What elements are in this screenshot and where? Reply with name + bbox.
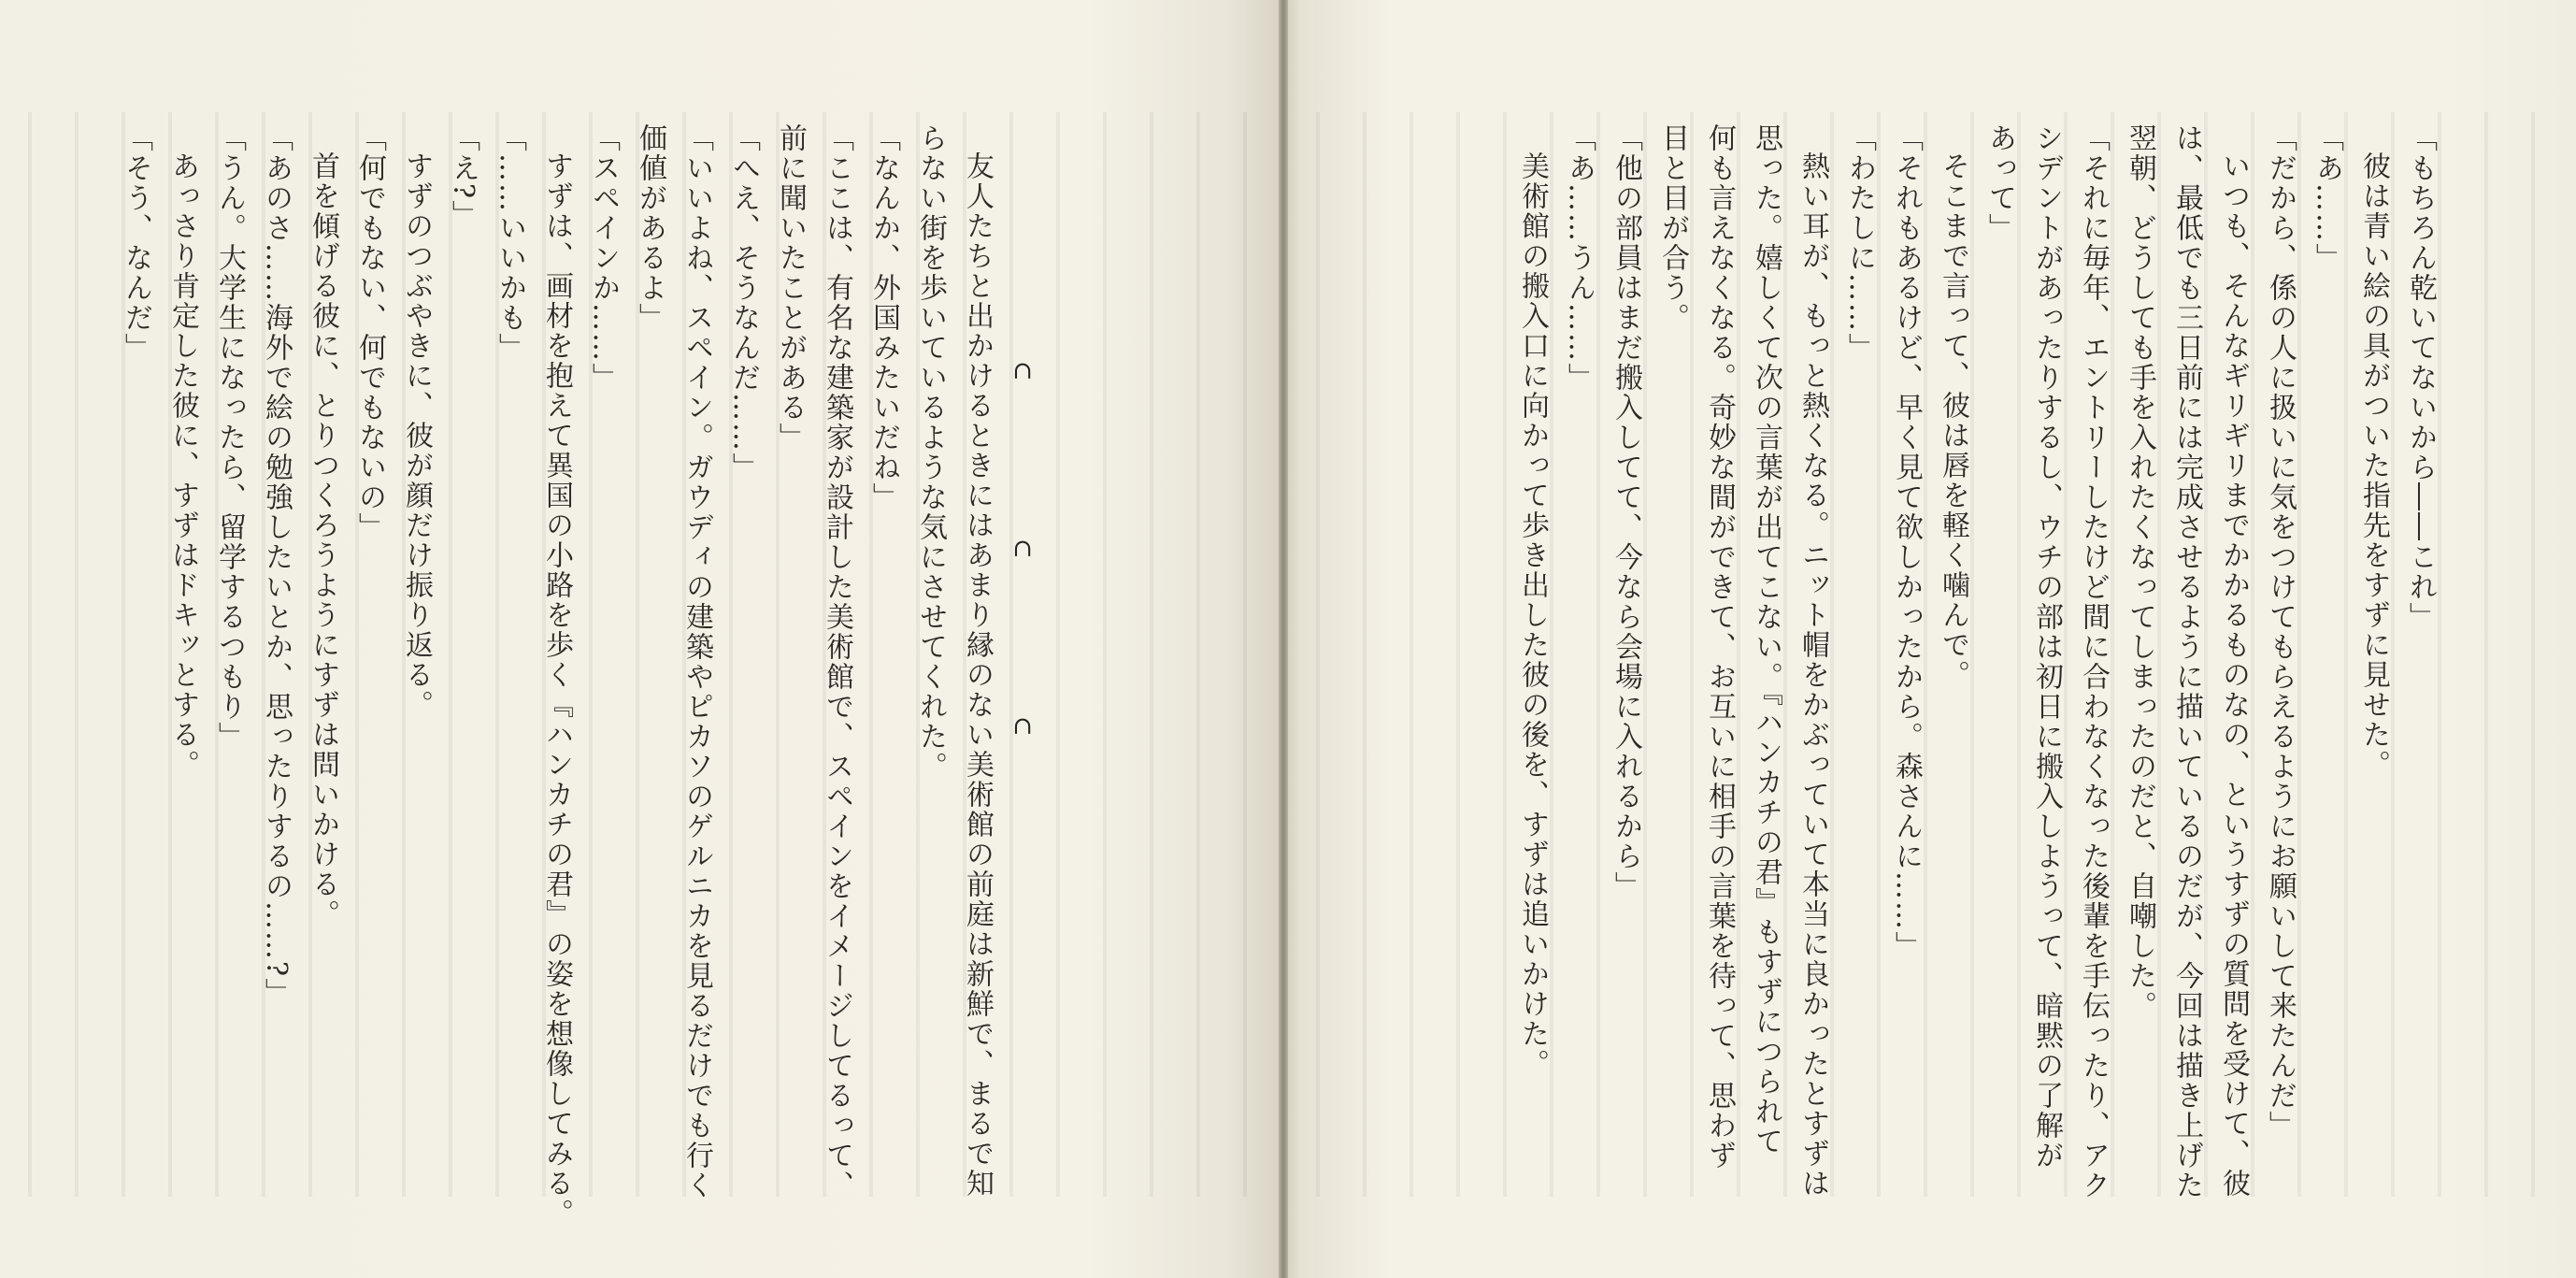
section-separator bbox=[1000, 123, 1047, 1189]
text-line: 「へえ、そうなんだ……」 bbox=[727, 123, 760, 482]
text-line: 友人たちと出かけるときにはあまり縁のない美術館の前庭は新鮮で、まるで知 bbox=[961, 151, 994, 1199]
text-line: 「あ……」 bbox=[2311, 123, 2343, 273]
text-line: あっさり肯定した彼に、すずはドキッとする。 bbox=[166, 151, 199, 780]
text-line: 価値があるよ」 bbox=[634, 123, 666, 333]
separator-ornament-icon: ∩ bbox=[1012, 535, 1035, 563]
text-line: 「あ……うん……」 bbox=[1563, 123, 1596, 393]
text-line: は、最低でも三日前には完成させるように描いているのだが、今回は描き上げた bbox=[2170, 123, 2203, 1200]
text-line: 「他の部員はまだ搬入してて、今なら会場に入れるから」 bbox=[1610, 123, 1642, 901]
text-line: 「だから、係の人に扱いに気をつけてもらえるようにお願いして来たんだ」 bbox=[2264, 123, 2297, 1141]
text-line: 「そう、なんだ」 bbox=[120, 123, 152, 363]
text-line: 「もちろん乾いてないから――これ」 bbox=[2404, 123, 2437, 632]
text-line: 「ここは、有名な建築家が設計した美術館で、スペインをイメージしてるって、 bbox=[821, 123, 853, 1200]
text-line: そこまで言って、彼は唇を軽く噛んで。 bbox=[1937, 151, 1969, 690]
text-line: 彼は青い絵の具がついた指先をすずに見せた。 bbox=[2357, 151, 2390, 780]
text-line: 「何でもない、何でもないの」 bbox=[353, 123, 386, 542]
book-gutter bbox=[1279, 0, 1288, 1278]
right-page bbox=[1288, 0, 2576, 1278]
text-line: 「それもあるけど、早く見て欲しかったから。森さんに……」 bbox=[1890, 123, 1923, 961]
text-line: 前に聞いたことがある」 bbox=[774, 123, 807, 452]
text-line: 「スペインか……」 bbox=[587, 123, 620, 393]
text-line: 「なんか、外国みたいだね」 bbox=[867, 123, 900, 512]
text-line: 目と目が合う。 bbox=[1656, 123, 1689, 333]
text-line: 「それに毎年、エントリーしたけど間に合わなくなった後輩を手伝ったり、アク bbox=[2077, 123, 2110, 1200]
text-line: 「いいよね、スペイン。ガウディの建築やピカソのゲルニカを見るだけでも行く bbox=[680, 123, 713, 1200]
text-line: 「え?」 bbox=[447, 123, 479, 231]
text-line: シデントがあったりするし、ウチの部は初日に搬入しようって、暗黙の了解が bbox=[2030, 123, 2063, 1170]
text-line: らない街を歩いているような気にさせてくれた。 bbox=[914, 123, 947, 782]
left-page-text bbox=[112, 123, 1047, 1228]
text-line: すずのつぶやきに、彼が顔だけ振り返る。 bbox=[400, 151, 433, 720]
text-line: 「うん。大学生になったら、留学するつもり」 bbox=[213, 123, 246, 752]
text-line: 首を傾げる彼に、とりつくろうようにすずは問いかける。 bbox=[307, 151, 339, 929]
separator-ornament-icon: ∩ bbox=[1012, 357, 1035, 385]
text-line: 何も言えなくなる。奇妙な間ができて、お互いに相手の言葉を待って、思わず bbox=[1703, 123, 1736, 1170]
right-page-text bbox=[1509, 123, 2443, 1200]
text-line: いつも、そんなギリギリまでかかるものなの、というすずの質問を受けて、彼 bbox=[2217, 151, 2250, 1199]
text-line: 「……いいかも」 bbox=[494, 123, 526, 363]
text-line: 「わたしに……」 bbox=[1843, 123, 1876, 363]
text-line: 美術館の搬入口に向かって歩き出した彼の後を、すずは追いかけた。 bbox=[1516, 151, 1549, 1079]
text-line: 熱い耳が、もっと熱くなる。ニット帽をかぶっていて本当に良かったとすずは bbox=[1796, 151, 1829, 1199]
text-line: 「あのさ……海外で絵の勉強したいとか、思ったりするの……?」 bbox=[260, 123, 293, 1009]
left-page bbox=[0, 0, 1279, 1278]
text-line: すずは、画材を抱えて異国の小路を歩く『ハンカチの君』の姿を想像してみる。 bbox=[540, 151, 573, 1228]
text-line: あって」 bbox=[1983, 123, 2016, 243]
separator-ornament-icon: ∩ bbox=[1012, 712, 1035, 740]
text-line: 思った。嬉しくて次の言葉が出てこない。『ハンカチの君』もすずにつられて bbox=[1750, 123, 1782, 1156]
text-line: 翌朝、どうしても手を入れたくなってしまったのだと、自嘲した。 bbox=[2124, 123, 2156, 1021]
